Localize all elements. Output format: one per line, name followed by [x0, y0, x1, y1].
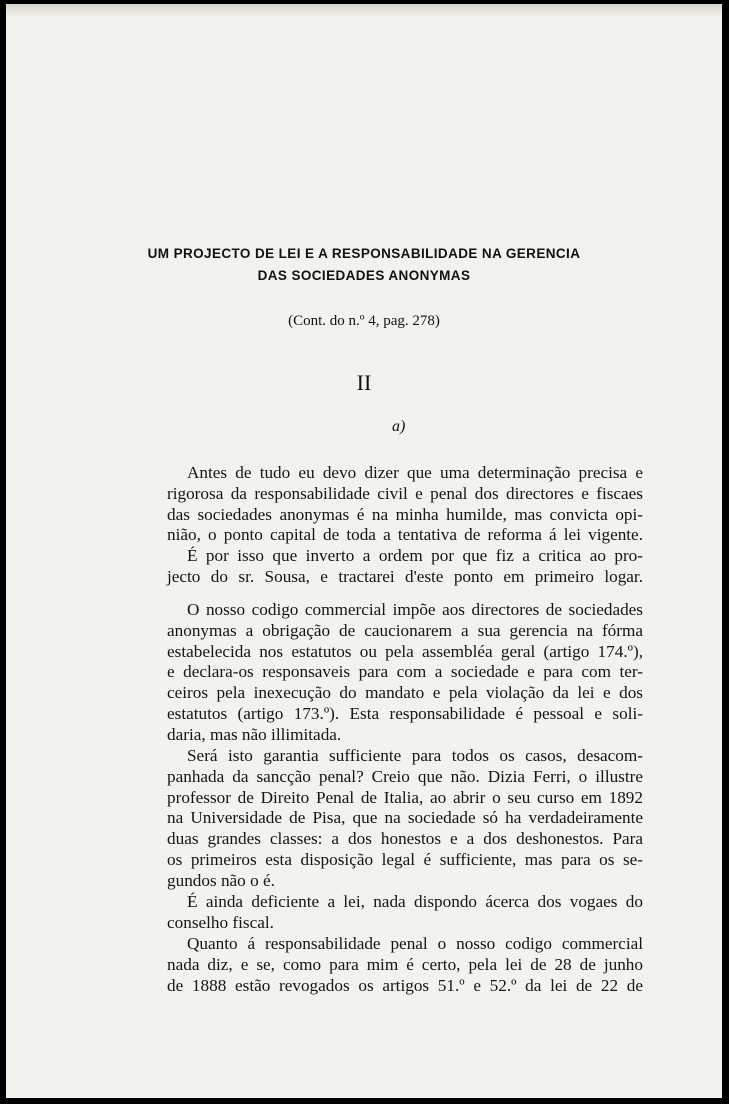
- paragraph-3: [167, 746, 643, 892]
- text-line: na Universidade de Pisa, que na sociedade só ha verdadeiramente: [167, 808, 643, 828]
- text-line: gundos não o é.: [167, 870, 275, 890]
- article-title-line-1: UM PROJECTO DE LEI E A RESPONSABILIDADE NA GERENCIA: [147, 246, 581, 261]
- text-line: professor de Direito Penal de Italia, ao abrir o seu curso em 1892: [167, 787, 643, 807]
- text-line: de 1888 estão revogados os artigos 51.º e 52.º da lei de 22 de: [167, 975, 643, 995]
- text-line: ceiros pela inexecução do mandato e pela violação da lei e dos: [167, 683, 643, 703]
- text-line: panhada da sancção penal? Creio que não. Dizia Ferri, o illustre: [167, 766, 643, 786]
- paragraph-4: [167, 892, 643, 934]
- text-line: nada diz, e se, como para mim é certo, pela lei de 28 de junho: [167, 954, 643, 974]
- text-line: anonymas a obrigação de caucionarem a sua gerencia na fórma: [167, 620, 643, 640]
- section-number: II: [356, 370, 372, 395]
- text-line: duas grandes classes: a dos honestos e a dos deshonestos. Para: [167, 829, 643, 849]
- scanned-page: [6, 4, 722, 1098]
- text-line: das sociedades anonymas é na minha humilde, mas convicta opi-: [167, 504, 643, 524]
- text-line: Será isto garantia sufficiente para todos os casos, desacom-: [187, 746, 643, 765]
- paragraph-5: [167, 934, 643, 996]
- article-title-line-2: DAS SOCIEDADES ANONYMAS: [257, 268, 471, 283]
- text-line: nião, o ponto capital de toda a tentativa de reforma á lei vigente.: [167, 525, 643, 545]
- scan-edge-shadow: [6, 4, 722, 18]
- text-line: É por isso que inverto a ordem por que fiz a critica ao pro-: [187, 546, 643, 566]
- paragraph-2: [167, 600, 643, 746]
- text-line: conselho fiscal.: [167, 912, 274, 932]
- subsection-label: a): [392, 418, 406, 435]
- text-line: e declara-os responsaveis para com a sociedade e para com ter-: [167, 662, 643, 682]
- text-line: rigorosa da responsabilidade civil e penal dos directores e fiscaes: [167, 483, 643, 503]
- text-line: estatutos (artigo 173.º). Esta responsabilidade é pessoal e soli-: [167, 703, 643, 723]
- text-line: os primeiros esta disposição legal é sufficiente, mas para os se-: [167, 849, 643, 869]
- text-line: Antes de tudo eu devo dizer que uma determinação precisa e: [187, 463, 643, 482]
- paragraph-1: [167, 463, 643, 588]
- text-line: É ainda deficiente a lei, nada dispondo ácerca dos vogaes do: [187, 892, 643, 911]
- text-line: estabelecida nos estatutos ou pela assembléa geral (artigo 174.º),: [167, 641, 643, 661]
- text-line: jecto do sr. Sousa, e tractarei d'este ponto em primeiro logar.: [167, 566, 643, 586]
- text-line: Quanto á responsabilidade penal o nosso codigo commercial: [187, 934, 643, 953]
- text-line: daria, mas não illimitada.: [167, 724, 342, 744]
- continuation-note: (Cont. do n.º 4, pag. 278): [288, 313, 440, 329]
- text-line: O nosso codigo commercial impõe aos directores de sociedades: [187, 600, 643, 619]
